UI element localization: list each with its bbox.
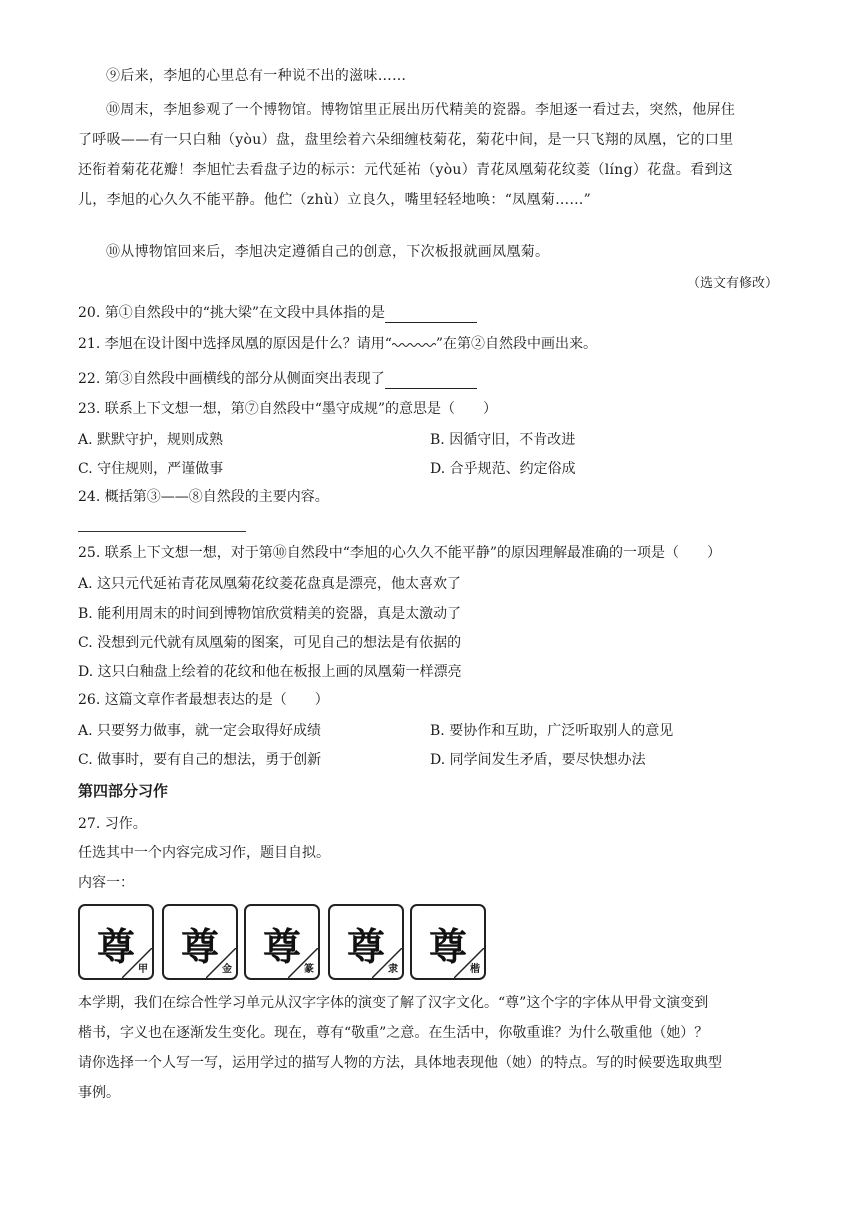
answer-blank[interactable] bbox=[385, 374, 477, 389]
option-c[interactable]: C. 没想到元代就有凤凰菊的图案，可见自己的想法是有依据的 bbox=[78, 635, 462, 651]
passage-paragraph-11: ⑩从博物馆回来后，李旭决定遵循自己的创意，下次板报就画凤凰菊。 bbox=[106, 244, 550, 260]
answer-blank[interactable] bbox=[385, 308, 477, 323]
glyph-card-oracle bbox=[78, 904, 154, 980]
option-a[interactable]: A. 只要努力做事，就一定会取得好成绩 bbox=[78, 723, 322, 739]
option-d[interactable]: D. 合乎规范、约定俗成 bbox=[430, 461, 576, 477]
script-tag: 甲 bbox=[138, 964, 148, 975]
option-a[interactable]: A. 这只元代延祐青花凤凰菊花纹菱花盘真是漂亮，他太喜欢了 bbox=[78, 576, 462, 592]
glyph-card-seal bbox=[244, 904, 320, 980]
question-text: 22. 第③自然段中画横线的部分从侧面突出表现了 bbox=[78, 371, 385, 387]
question-27: 27. 习作。 bbox=[78, 816, 147, 832]
answer-blank[interactable] bbox=[78, 531, 246, 532]
glyph-character: 尊 bbox=[96, 924, 135, 969]
glyph-character: 尊 bbox=[262, 924, 301, 969]
question-text: 21. 李旭在设计图中选择凤凰的原因是什么？请用“ bbox=[78, 336, 392, 352]
prompt-line: 事例。 bbox=[78, 1085, 120, 1101]
question-24: 24. 概括第③——⑧自然段的主要内容。 bbox=[78, 489, 329, 505]
paragraph-line: 儿，李旭的心久久不能平静。他伫（zhù）立良久，嘴里轻轻地唤：“凤凰菊……” bbox=[78, 192, 592, 208]
glyph-character: 尊 bbox=[346, 924, 385, 969]
script-tag: 楷 bbox=[470, 964, 480, 975]
option-c[interactable]: C. 做事时，要有自己的想法，勇于创新 bbox=[78, 752, 322, 768]
glyph-character: 尊 bbox=[428, 924, 467, 969]
script-tag: 隶 bbox=[388, 964, 398, 975]
option-b[interactable]: B. 因循守旧，不肯改进 bbox=[430, 432, 576, 448]
script-tag: 金 bbox=[222, 964, 232, 975]
question-text: 20. 第①自然段中的“挑大梁”在文段中具体指的是 bbox=[78, 305, 386, 321]
essay-prompt bbox=[78, 988, 778, 1108]
passage-paragraph-10 bbox=[78, 95, 778, 215]
option-c[interactable]: C. 守住规则，严谨做事 bbox=[78, 461, 224, 477]
source-note: （选文有修改） bbox=[686, 276, 778, 291]
prompt-line: 请你选择一个人写一写，运用学过的描写人物的方法，具体地表现他（她）的特点。写的时候要选取典型 bbox=[78, 1055, 722, 1071]
option-b[interactable]: B. 能利用周末的时间到博物馆欣赏精美的瓷器，真是太激动了 bbox=[78, 606, 462, 622]
paragraph-line: 了呼吸——有一只白釉（yòu）盘，盘里绘着六朵细缠枝菊花，菊花中间，是一只飞翔的凤凰，它的口里 bbox=[78, 132, 734, 148]
section-heading: 第四部分习作 bbox=[78, 782, 169, 800]
option-a[interactable]: A. 默默守护，规则成熟 bbox=[78, 432, 224, 448]
script-tag: 篆 bbox=[304, 964, 314, 975]
essay-instruction: 任选其中一个内容完成习作，题目自拟。 bbox=[78, 845, 330, 861]
content-label: 内容一： bbox=[78, 875, 134, 891]
glyph-card-regular bbox=[410, 904, 486, 980]
option-d[interactable]: D. 同学间发生矛盾，要尽快想办法 bbox=[430, 752, 646, 768]
question-23: 23. 联系上下文想一想，第⑦自然段中“墨守成规”的意思是（ ） bbox=[78, 401, 498, 417]
paragraph-line: 还衔着菊花花瓣！李旭忙去看盘子边的标示：元代延祐（yòu）青花凤凰菊花纹菱（líng）花盘。看到这 bbox=[78, 162, 733, 178]
prompt-line: 楷书，字义也在逐渐发生变化。现在，尊有“敬重”之意。在生活中，你敬重谁？为什么敬重他（她）？ bbox=[78, 1025, 709, 1041]
passage-paragraph-9: ⑨后来，李旭的心里总有一种说不出的滋味…… bbox=[106, 68, 407, 84]
glyph-card-bronze bbox=[162, 904, 238, 980]
question-26: 26. 这篇文章作者最想表达的是（ ） bbox=[78, 692, 329, 708]
question-22 bbox=[78, 369, 778, 389]
glyph-character: 尊 bbox=[180, 924, 219, 969]
wavy-underline-icon bbox=[392, 339, 436, 349]
prompt-line: 本学期，我们在综合性学习单元从汉字字体的演变了解了汉字文化。“尊”这个字的字体从甲骨文演变到 bbox=[78, 995, 709, 1011]
glyph-evolution-strip bbox=[78, 904, 488, 980]
option-d[interactable]: D. 这只白釉盘上绘着的花纹和他在板报上画的凤凰菊一样漂亮 bbox=[78, 664, 462, 680]
question-21 bbox=[78, 334, 778, 354]
glyph-card-clerical bbox=[328, 904, 404, 980]
question-20 bbox=[78, 303, 778, 323]
question-25: 25. 联系上下文想一想，对于第⑩自然段中“李旭的心久久不能平静”的原因理解最准确的一项是（ ） bbox=[78, 545, 722, 561]
question-text-tail: ”在第②自然段中画出来。 bbox=[435, 336, 598, 352]
option-b[interactable]: B. 要协作和互助，广泛听取别人的意见 bbox=[430, 723, 674, 739]
paragraph-line: ⑩周末，李旭参观了一个博物馆。博物馆里正展出历代精美的瓷器。李旭逐一看过去，突然，他屏住 bbox=[106, 102, 736, 118]
